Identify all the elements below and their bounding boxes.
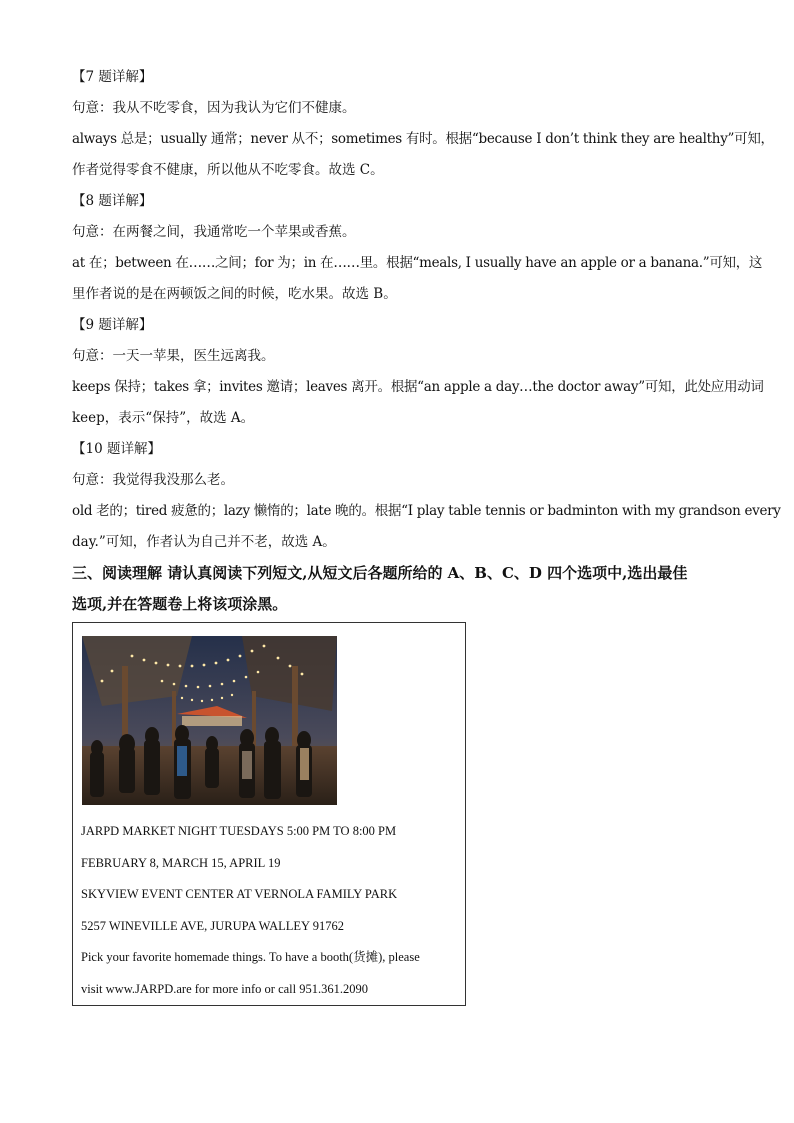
q7-meaning: 句意：我从不吃零食，因为我认为它们不健康。 <box>72 100 356 116</box>
q10-meaning: 句意：我觉得我没那么老。 <box>72 472 234 488</box>
q8-analysis-line-2: 里作者说的是在两顿饭之间的时候，吃水果。故选 B。 <box>72 286 397 302</box>
notice-box <box>72 622 466 1006</box>
q9-analysis-line-2: keep，表示“保持”，故选 A。 <box>72 410 255 426</box>
q7-analysis-line-1: always 总是；usually 通常；never 从不；sometimes 有时。根据“because I don’t think they are healthy”可知， <box>72 131 774 147</box>
notice-line-5: Pick your favorite homemade things. To have a booth(货摊), please <box>81 950 420 964</box>
q9-analysis-line-1: keeps 保持；takes 拿；invites 邀请；leaves 离开。根据“an apple a day…the doctor away”可知，此处应用动词 <box>72 379 764 395</box>
q8-title: 【8 题详解】 <box>72 193 153 209</box>
q7-analysis-line-2: 作者觉得零食不健康，所以他从不吃零食。故选 C。 <box>72 162 384 178</box>
section-heading-line-2: 选项,并在答题卷上将该项涂黑。 <box>72 595 288 613</box>
q7-title: 【7 题详解】 <box>72 69 153 85</box>
q9-title: 【9 题详解】 <box>72 317 153 333</box>
notice-line-1: JARPD MARKET NIGHT TUESDAYS 5:00 PM TO 8:00 PM <box>81 824 397 838</box>
notice-line-4: 5257 WINEVILLE AVE, JURUPA WALLEY 91762 <box>81 918 344 933</box>
section-heading-line-1: 三、阅读理解 请认真阅读下列短文,从短文后各题所给的 A、B、C、D 四个选项中,选出最佳 <box>72 564 688 582</box>
q8-meaning: 句意：在两餐之间，我通常吃一个苹果或香蕉。 <box>72 224 356 240</box>
q10-title: 【10 题详解】 <box>72 441 161 457</box>
notice-line-2: FEBRUARY 8, MARCH 15, APRIL 19 <box>81 855 281 870</box>
q9-meaning: 句意：一天一苹果，医生远离我。 <box>72 348 275 364</box>
notice-text <box>81 816 461 1005</box>
q10-analysis-line-2: day.”可知，作者认为自己并不老，故选 A。 <box>72 534 336 550</box>
night-market-photo <box>82 636 337 805</box>
q8-analysis-line-1: at 在；between 在……之间；for 为；in 在……里。根据“meals, I usually have an apple or a banana.”可知，这 <box>72 255 763 271</box>
document-body <box>72 62 781 620</box>
notice-line-6: visit www.JARPD.are for more info or call 951.361.2090 <box>81 981 368 996</box>
notice-line-3: SKYVIEW EVENT CENTER AT VERNOLA FAMILY PARK <box>81 887 398 901</box>
q10-analysis-line-1: old 老的；tired 疲惫的；lazy 懒惰的；late 晚的。根据“I play table tennis or badminton with my grandson every <box>72 503 781 519</box>
